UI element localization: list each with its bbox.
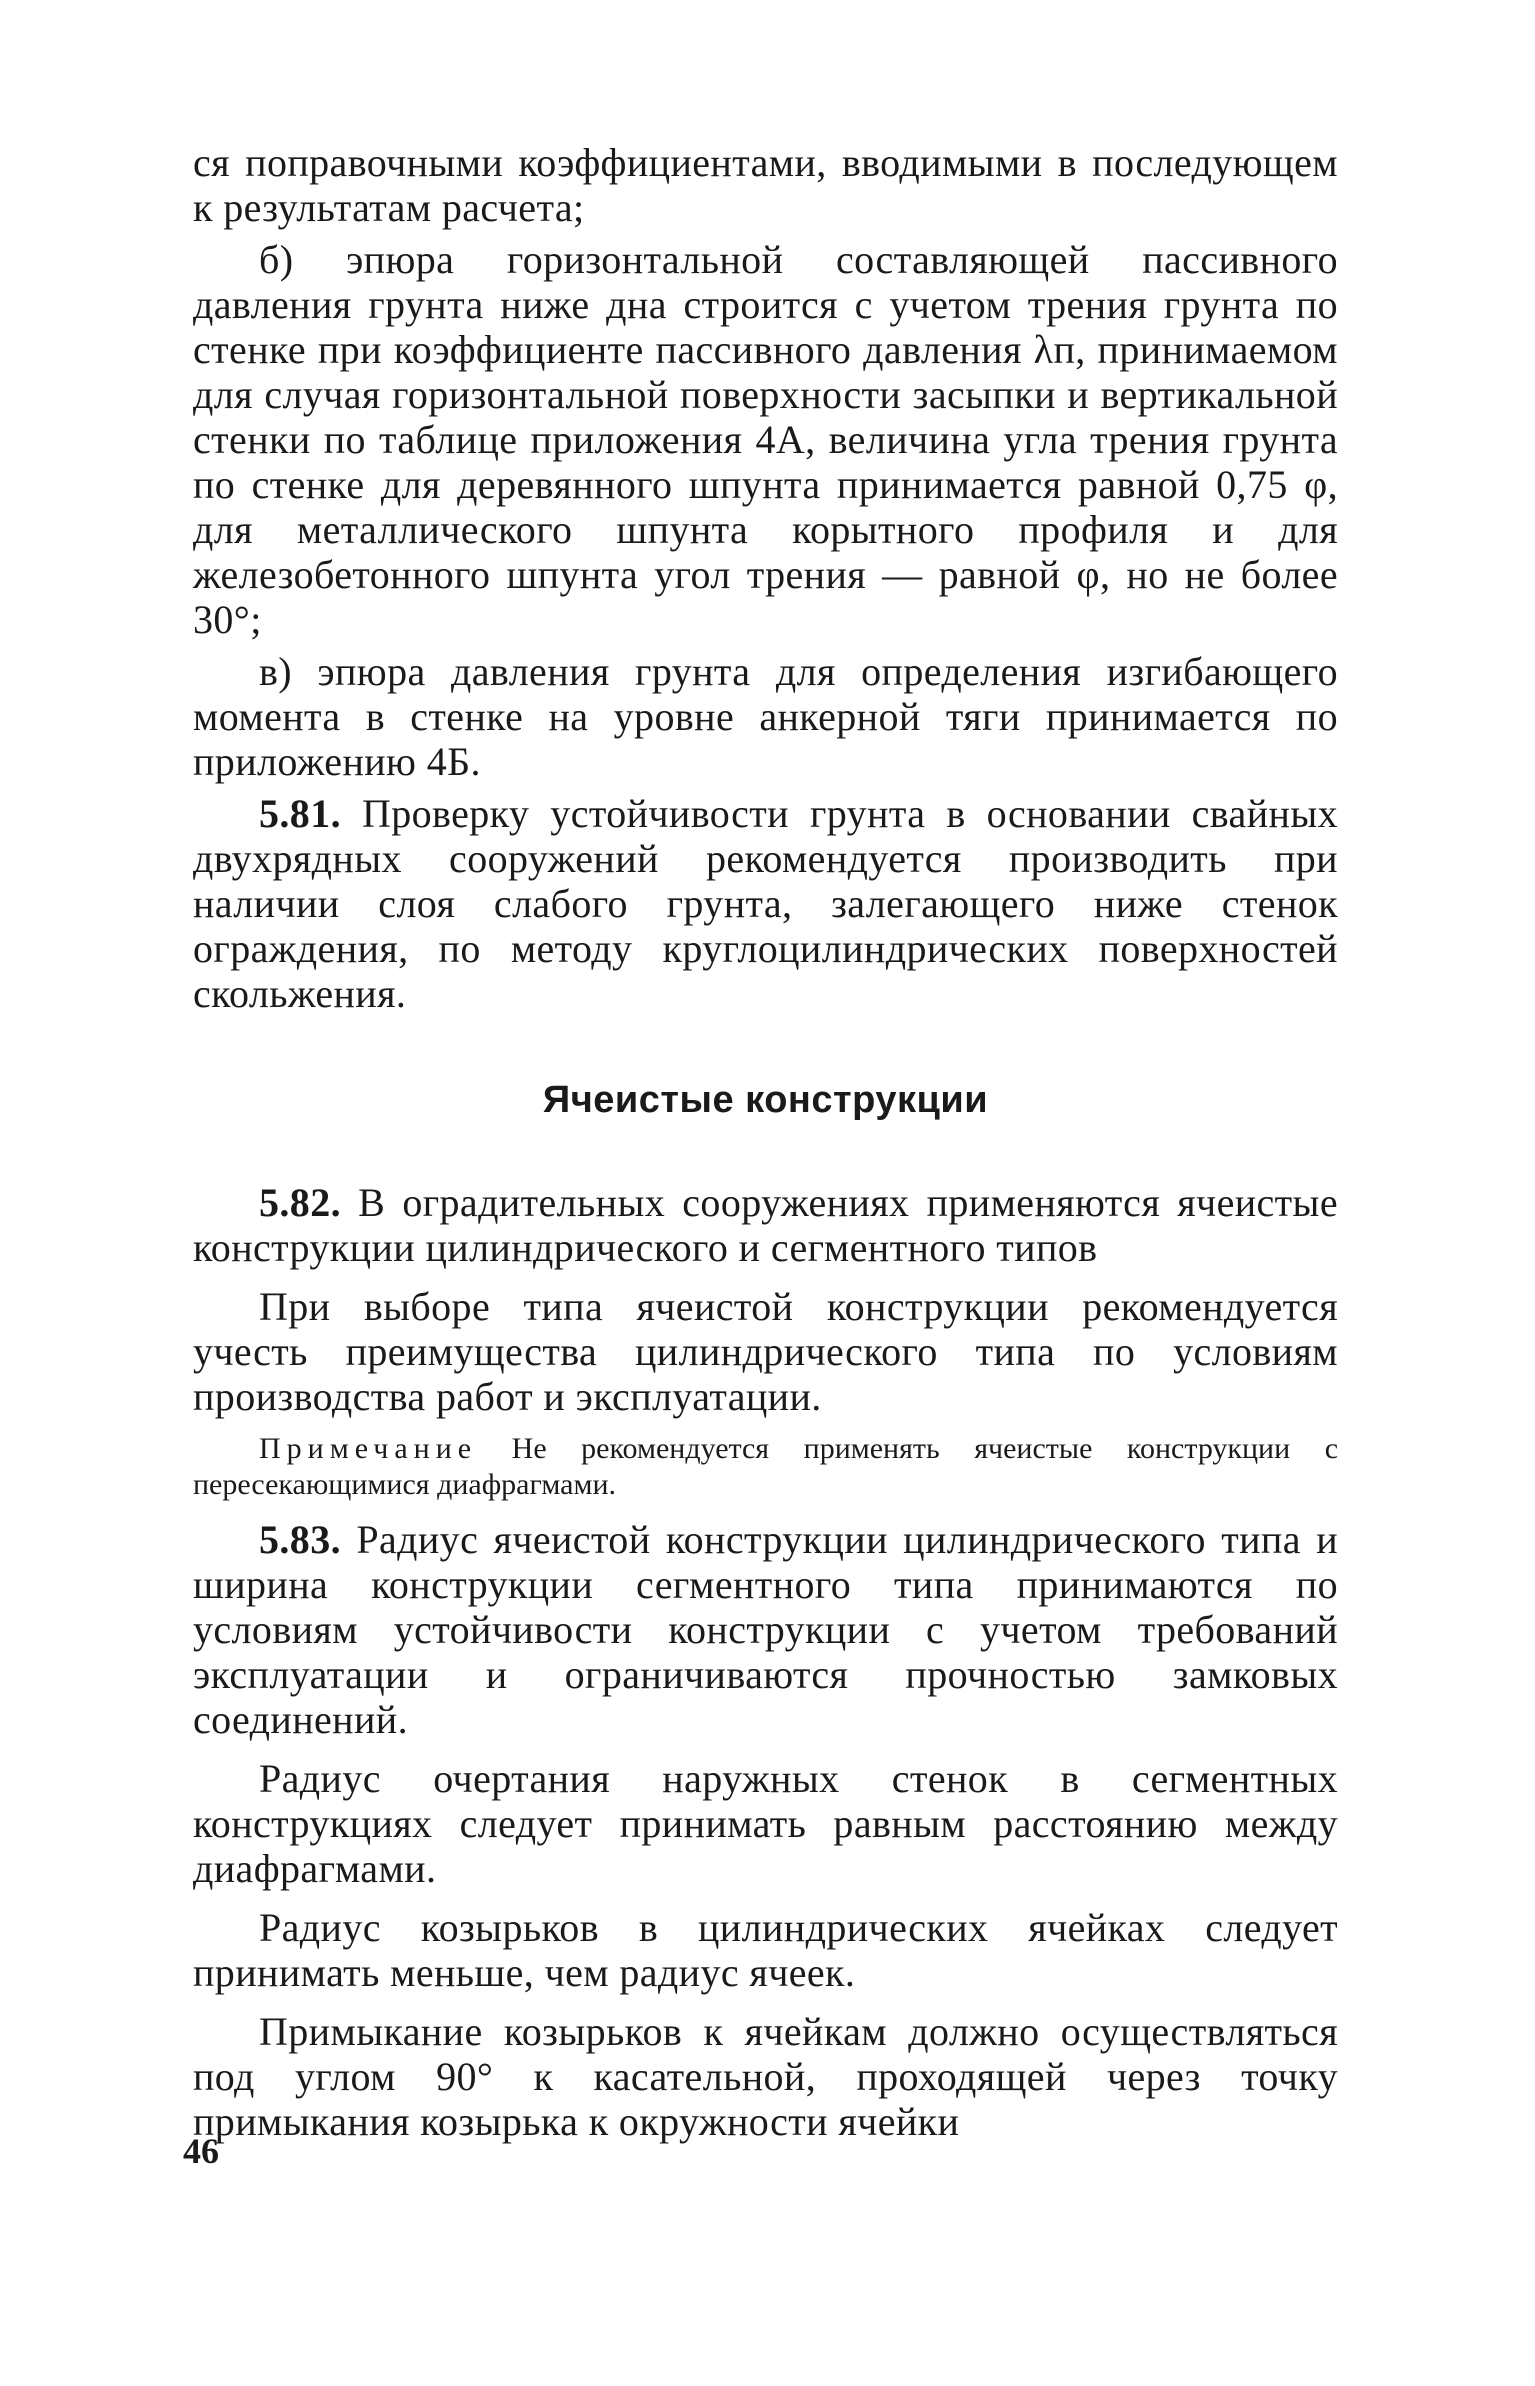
clause-5-83 [193,1517,1338,1742]
note [193,1431,1338,1503]
clause-5-81 [193,791,1338,1016]
paragraph: Радиус очертания наружных стенок в сегментных конструкциях следует принимать равным расстоянию между диафрагмами. [193,1756,1338,1891]
paragraph: Радиус козырьков в цилиндрических ячейках следует принимать меньше, чем радиус ячеек. [193,1905,1338,1995]
note-text: Не рекомендуется применять ячеистые конструкции с пересекающимися диафрагмами. [193,1432,1339,1501]
clause-number: 5.82. [259,1180,341,1225]
clause-text: Проверку устойчивости грунта в основании свайных двухрядных сооружений рекомендуется производить при наличии слоя слабого грунта, залегающего ниже стенок ограждения, по методу круглоцилиндрических поверхностей скольжения. [193,791,1338,1016]
section-heading: Ячеистые конструкции [542,1079,989,1121]
clause-text: В оградительных сооружениях применяются ячеистые конструкции цилиндрического и сегментного типов [193,1180,1338,1270]
paragraph-continuation: ся поправочными коэффициентами, вводимыми в последующем к результатам расчета; [193,140,1338,230]
clause-5-82 [193,1180,1338,1270]
clause-text: Радиус ячеистой конструкции цилиндрического типа и ширина конструкции сегментного типа принимаются по условиям устойчивости конструкции с учетом требований эксплуатации и ограничиваются прочностью замковых соединений. [193,1517,1339,1742]
paragraph: Примыкание козырьков к ячейкам должно осуществляться под углом 90° к касательной, проходящей через точку примыкания козырька к окружности ячейки [193,2009,1338,2144]
paragraph-item-b: б) эпюра горизонтальной составляющей пассивного давления грунта ниже дна строится с учетом трения грунта по стенке при коэффициенте пассивного давления λп, принимаемом для случая горизонтальной поверхности засыпки и вертикальной стенки по таблице приложения 4А, величина угла трения грунта по стенке для деревянного шпунта принимается равной 0,75 φ, для металлического шпунта корытного профиля и для железобетонного шпунта угол трения — равной φ, но не более 30°; [193,237,1338,642]
page-number: 46 [183,2131,219,2171]
clause-number: 5.83. [259,1517,341,1562]
paragraph-item-v: в) эпюра давления грунта для определения изгибающего момента в стенке на уровне анкерной тяги принимается по приложению 4Б. [193,649,1338,784]
clause-number: 5.81. [259,791,341,836]
text-column [193,140,1338,2144]
paragraph: При выборе типа ячеистой конструкции рекомендуется учесть преимущества цилиндрического типа по условиям производства работ и эксплуатации. [193,1284,1338,1419]
note-label: Примечание [259,1432,478,1465]
